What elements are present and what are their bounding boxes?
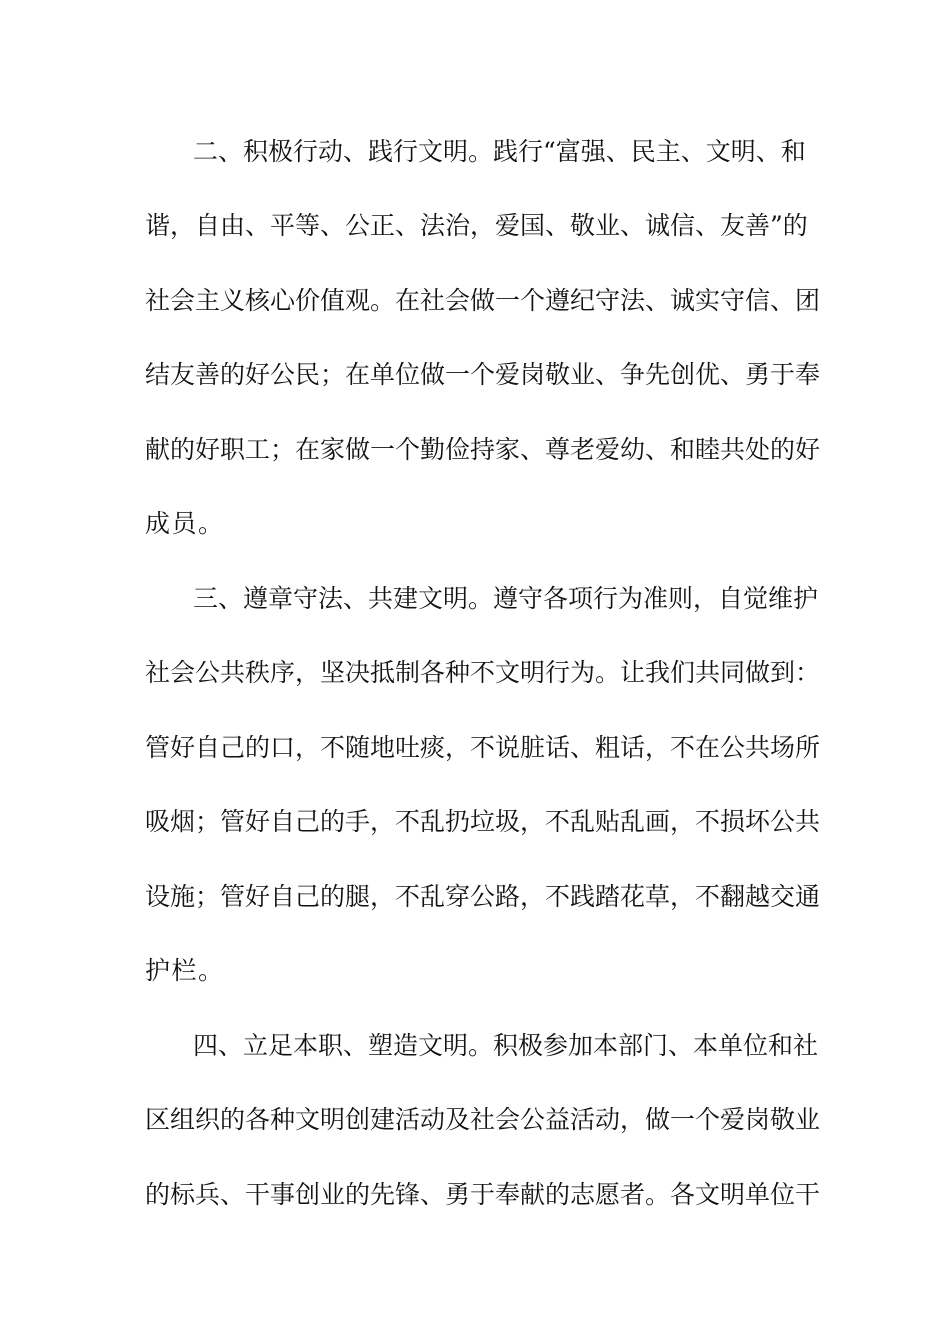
paragraph-2-line-1: 二、积极行动、践行文明。践行“富强、民主、文明、和 — [193, 137, 806, 166]
paragraph-2-line-6: 成员。 — [145, 509, 225, 538]
paragraph-4-line-1: 四、立足本职、塑造文明。积极参加本部门、本单位和社 — [193, 1031, 819, 1060]
paragraph-3-line-3: 管好自己的口，不随地吐痰，不说脏话、粗话，不在公共场所 — [145, 733, 821, 762]
paragraph-3-line-2: 社会公共秩序，坚决抵制各种不文明行为。让我们共同做到： — [145, 658, 821, 687]
paragraph-4-line-3: 的标兵、干事创业的先锋、勇于奉献的志愿者。各文明单位干 — [145, 1180, 821, 1209]
paragraph-3-line-5: 设施；管好自己的腿，不乱穿公路，不践踏花草，不翻越交通 — [145, 882, 821, 911]
paragraph-2-line-3: 社会主义核心价值观。在社会做一个遵纪守法、诚实守信、团 — [145, 286, 821, 315]
paragraph-2-line-2: 谐，自由、平等、公正、法治，爱国、敬业、诚信、友善”的 — [145, 211, 808, 240]
paragraph-3-line-4: 吸烟；管好自己的手，不乱扔垃圾，不乱贴乱画，不损坏公共 — [145, 807, 821, 836]
paragraph-3-line-6: 护栏。 — [145, 956, 225, 985]
paragraph-2-line-4: 结友善的好公民；在单位做一个爱岗敬业、争先创优、勇于奉 — [145, 360, 821, 389]
paragraph-3-line-1: 三、遵章守法、共建文明。遵守各项行为准则，自觉维护 — [193, 584, 819, 613]
paragraph-2-line-5: 献的好职工；在家做一个勤俭持家、尊老爱幼、和睦共处的好 — [145, 435, 821, 464]
paragraph-4-line-2: 区组织的各种文明创建活动及社会公益活动，做一个爱岗敬业 — [145, 1105, 821, 1134]
